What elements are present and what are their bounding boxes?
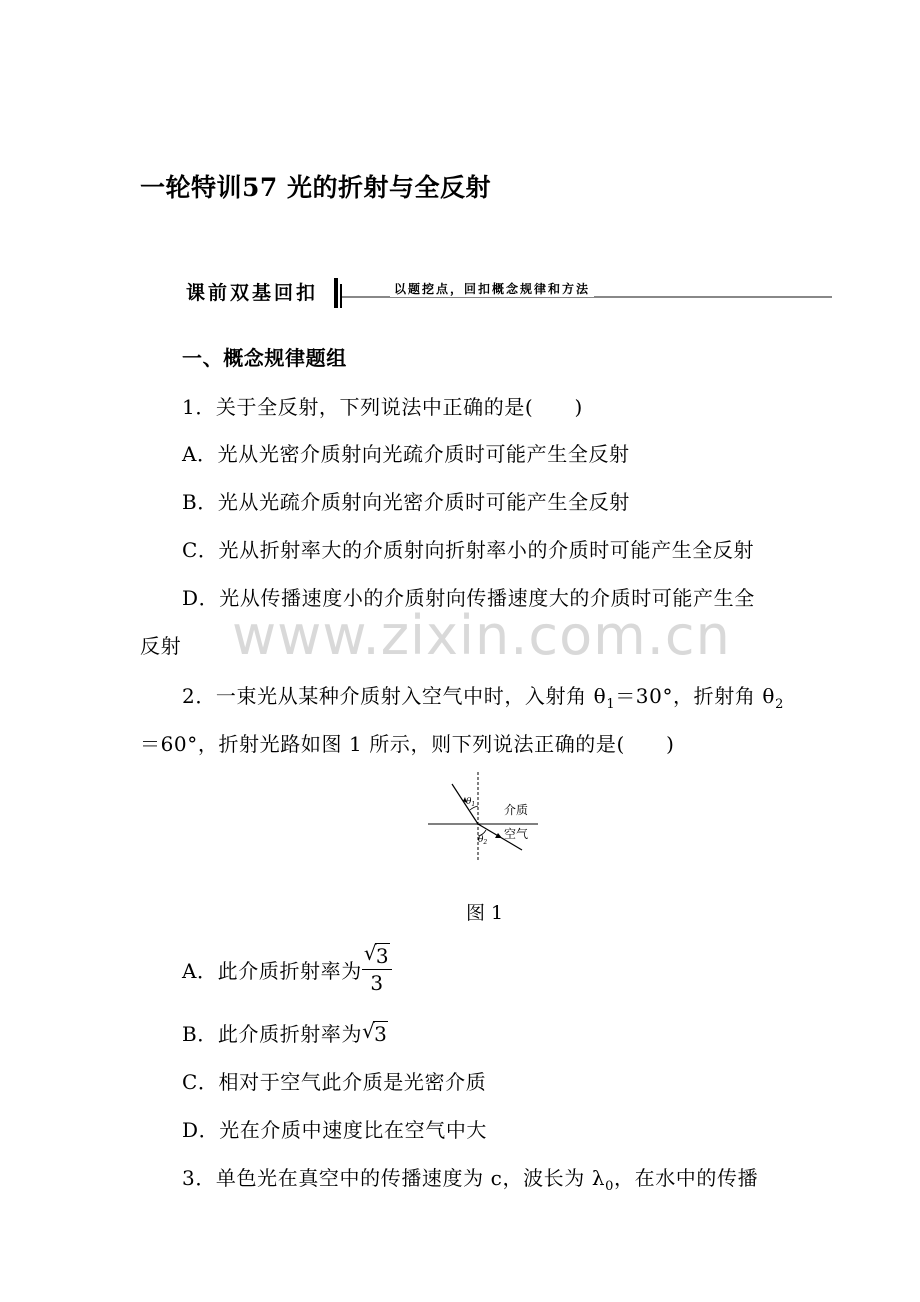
fraction-numerator: 3 [375, 944, 390, 968]
refracted-arrow [495, 833, 502, 838]
theta1-subscript: 1 [606, 697, 616, 712]
q1-option-d-line2: 反射 [140, 634, 182, 658]
radicand: 3 [374, 1022, 388, 1046]
q3-stem-line1 [182, 1162, 758, 1194]
q2-stem-text-a: 2．一束光从某种介质射入空气中时，入射角 θ [182, 684, 607, 708]
q2-option-b-text: B．此介质折射率为 [182, 1022, 363, 1046]
banner-subtitle: 以题挖点，回扣概念规律和方法 [390, 280, 594, 297]
q2-option-a-text: A．此介质折射率为 [182, 959, 362, 983]
theta1-label: $\theta_1$ [466, 797, 476, 808]
fraction-denominator: 3 [370, 971, 384, 995]
lambda-subscript: 0 [605, 1179, 614, 1194]
q2-option-a [182, 941, 392, 995]
fraction: √ 3 3 [362, 946, 392, 993]
q1-option-b: B．光从光疏介质射向光密介质时可能产生全反射 [182, 490, 630, 514]
theta2-label: $\theta_2$ [478, 835, 488, 846]
figure-caption: 图 1 [466, 902, 504, 924]
section-banner [182, 276, 832, 312]
square-root: √ 3 [362, 1019, 388, 1046]
q3-stem-text-a: 3．单色光在真空中的传播速度为 c，波长为 λ [182, 1166, 606, 1190]
refraction-diagram [428, 770, 538, 862]
watermark: www.zixin.com.cn [232, 604, 731, 667]
q2-option-b [182, 1018, 388, 1047]
label-air: 空气 [504, 827, 529, 841]
banner-divider [334, 278, 338, 308]
label-medium: 介质 [504, 803, 529, 817]
q2-stem-text-b: ＝30°，折射角 θ [615, 684, 776, 708]
q1-option-d-line1: D．光从传播速度小的介质射向传播速度大的介质时可能产生全 [182, 586, 755, 610]
document-title: 一轮特训57 光的折射与全反射 [140, 173, 491, 202]
q1-stem: 1．关于全反射，下列说法中正确的是( ) [182, 395, 583, 419]
q3-stem-text-b: ，在水中的传播 [614, 1166, 759, 1190]
q1-option-c: C．光从折射率大的介质射向折射率小的介质时可能产生全反射 [182, 538, 755, 562]
q1-option-a: A．光从光密介质射向光疏介质时可能产生全反射 [182, 442, 630, 466]
q2-option-c: C．相对于空气此介质是光密介质 [182, 1070, 487, 1094]
banner-label: 课前双基回扣 [186, 282, 319, 304]
section-heading: 一、概念规律题组 [182, 346, 347, 370]
q2-option-d: D．光在介质中速度比在空气中大 [182, 1118, 488, 1142]
q2-stem-line1 [182, 680, 784, 712]
theta2-subscript: 2 [775, 697, 784, 712]
q2-stem-line2: ＝60°，折射光路如图 1 所示，则下列说法正确的是( ) [140, 732, 675, 756]
